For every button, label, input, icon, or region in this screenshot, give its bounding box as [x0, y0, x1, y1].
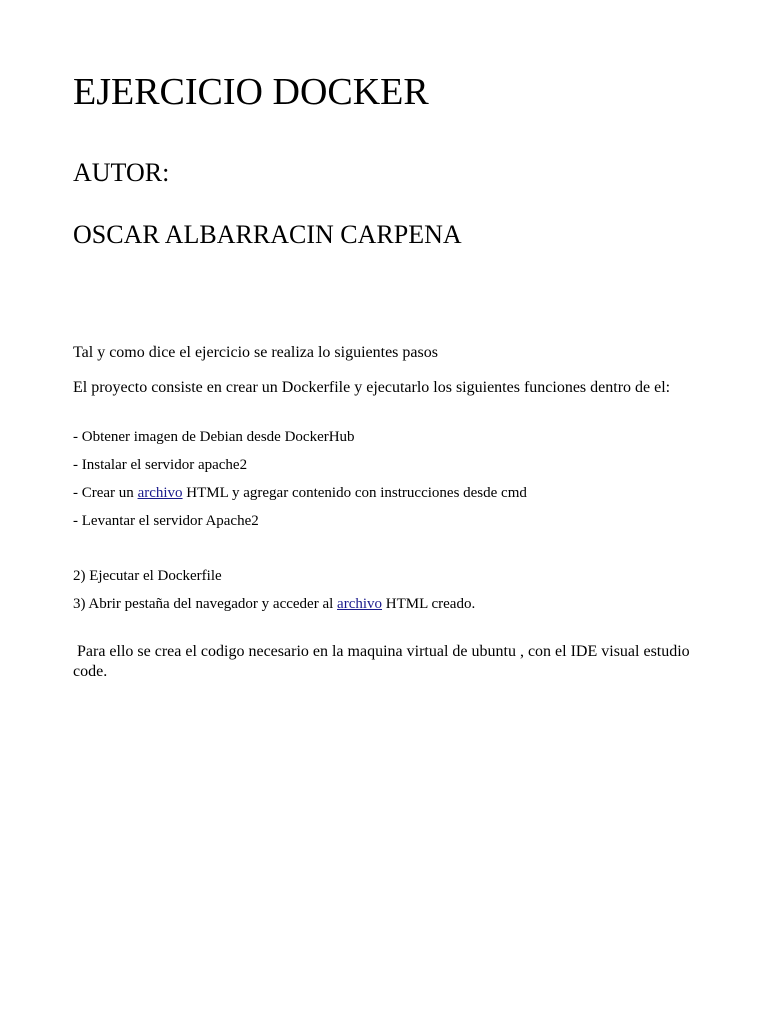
step-create-html — [73, 484, 527, 503]
open-browser-prefix: 3) Abrir pestaña del navegador y acceder al — [73, 596, 338, 612]
step-obtain-image: - Obtener imagen de Debian desde DockerHub — [73, 429, 355, 445]
author-label: AUTOR: — [73, 158, 170, 187]
document-title: EJERCICIO DOCKER — [73, 71, 429, 113]
open-browser-suffix: HTML creado. — [382, 596, 476, 612]
numbered-item-run-dockerfile: 2) Ejecutar el Dockerfile — [73, 568, 222, 584]
step-create-html-prefix: - Crear un — [73, 485, 138, 501]
step-install-apache: - Instalar el servidor apache2 — [73, 457, 248, 473]
intro-paragraph: Tal y como dice el ejercicio se realiza lo siguientes pasos — [73, 344, 438, 361]
project-description: El proyecto consiste en crear un Dockerfile y ejecutarlo los siguientes funciones dentro de el: — [73, 379, 671, 396]
archivo-link-2[interactable]: archivo — [337, 596, 383, 612]
closing-paragraph: Para ello se crea el codigo necesario en la maquina virtual de ubuntu , con el IDE visual estudio code. — [73, 643, 694, 680]
author-name: OSCAR ALBARRACIN CARPENA — [73, 220, 462, 249]
archivo-link[interactable]: archivo — [137, 485, 183, 501]
step-start-apache: - Levantar el servidor Apache2 — [73, 513, 259, 529]
numbered-item-open-browser — [73, 595, 475, 614]
step-create-html-suffix: HTML y agregar contenido con instrucciones desde cmd — [182, 485, 527, 501]
